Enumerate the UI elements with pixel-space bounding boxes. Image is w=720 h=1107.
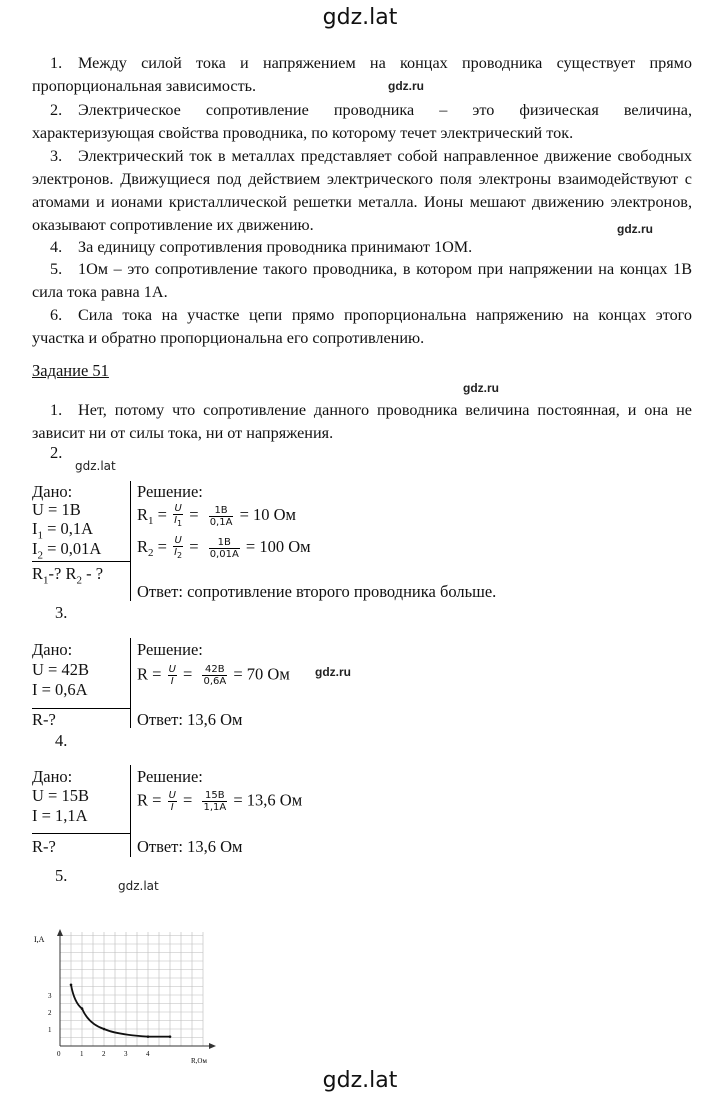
y-tick-labels	[48, 992, 52, 1034]
given-u: U = 15B	[32, 786, 89, 805]
x-tick-label: 4	[146, 1050, 150, 1058]
watermark-ru-2: gdz.ru	[617, 222, 653, 236]
given-label: Дано:	[32, 482, 73, 501]
task-51-title: Задание 51	[32, 361, 109, 380]
answer-2: 2. Электрическое сопротивление проводника – это физическая величина, характеризующая свойства проводника, по которому течет электрический ток.	[32, 101, 692, 142]
solution-label: Решение:	[137, 767, 203, 786]
divider-line	[130, 481, 131, 601]
task-51-num-4: 4.	[55, 731, 68, 750]
given-i2: $I_2 = 0,01A$	[32, 539, 102, 562]
y-tick-label: 3	[48, 992, 52, 1000]
task-51-answer-1: 1. Нет, потому что сопротивление данного проводника величина постоянная, и она не зависит ни от силы тока, ни от напряжения.	[32, 401, 692, 442]
task-51-num-5: 5.	[55, 866, 68, 885]
formula-r2: $R_2$ = $\frac{U}{I_2}$ = $\frac{1В}{0,01А}$ = 100 Ом	[137, 535, 311, 560]
answer-6: 6. Сила тока на участке цепи прямо пропорциональна напряжению на концах этого участка и обратно пропорциональна его сопротивлению.	[32, 306, 692, 347]
answer-5: 5. 1Ом – это сопротивление такого проводника, в котором при напряжении на концах 1В сила тока равна 1А.	[32, 260, 692, 301]
x-tick-label: 0	[57, 1050, 61, 1058]
answer-4: 4. За единицу сопротивления проводника принимают 1ОМ.	[50, 238, 473, 256]
given-underline	[32, 561, 130, 562]
graph-grid	[60, 932, 203, 1046]
given-u: U = 1B	[32, 500, 81, 519]
watermark-lat-2: gdz.lat	[118, 879, 159, 893]
divider-line	[130, 765, 131, 857]
formula-r: R = $\frac{U}{I}$ = $\frac{15В}{1,1А}$ = 13,6 Ом	[137, 790, 303, 813]
y-tick-label: 1	[48, 1026, 52, 1034]
solution-label: Решение:	[137, 640, 203, 659]
x-tick-labels	[57, 1050, 150, 1058]
data-point	[103, 1028, 106, 1031]
data-point	[169, 1035, 172, 1038]
given-i1: $I_1 = 0,1A$	[32, 519, 94, 542]
data-point	[147, 1035, 150, 1038]
answer-text: Ответ: сопротивление второго проводника больше.	[137, 582, 497, 601]
x-axis-arrow	[209, 1043, 216, 1049]
y-tick-label: 2	[48, 1009, 52, 1017]
x-tick-label: 1	[80, 1050, 84, 1058]
watermark-ru-3: gdz.ru	[463, 381, 499, 395]
task-51-num-3: 3.	[55, 603, 68, 622]
given-i: I = 1,1A	[32, 806, 88, 825]
answer-3: 3. Электрический ток в металлах представляет собой направленное движение свободных электронов. Движущиеся под действием электрического поля электроны взаимодействуют с атомами и ионами кристаллической решетки металла. Ионы мешают движению электронов, оказывают сопротивление их движению.	[32, 147, 692, 234]
watermark-ru-4: gdz.ru	[315, 665, 351, 679]
x-axis-label: R,Ом	[191, 1057, 207, 1065]
given-label: Дано:	[32, 640, 73, 659]
formula-r1: $R_1$ = $\frac{U}{I_1}$ = $\frac{1В}{0,1А}$ = 10 Ом	[137, 503, 296, 528]
given-underline	[32, 833, 130, 834]
divider-line	[130, 638, 131, 728]
x-tick-label: 2	[102, 1050, 106, 1058]
current-resistance-graph	[28, 926, 228, 1068]
data-point	[70, 984, 73, 987]
watermark-lat-1: gdz.lat	[75, 459, 116, 473]
answer-1: 1. Между силой тока и напряжением на концах проводника существует прямо пропорциональная зависимость.	[32, 54, 692, 95]
data-points	[70, 984, 172, 1038]
given-i: I = 0,6A	[32, 680, 88, 699]
given-u: U = 42B	[32, 660, 89, 679]
watermark-top: gdz.lat	[322, 5, 398, 30]
formula-r: R = $\frac{U}{I}$ = $\frac{42В}{0,6А}$ = 70 Ом	[137, 664, 290, 687]
find-value: R-?	[32, 837, 56, 856]
x-tick-label: 3	[124, 1050, 128, 1058]
watermark-ru-1: gdz.ru	[388, 79, 424, 93]
task-51-num-2: 2.	[50, 443, 63, 462]
find-values: $R_1-$? $R_2$ - ?	[32, 564, 104, 587]
watermark-bottom: gdz.lat	[322, 1068, 398, 1093]
solution-label: Решение:	[137, 482, 203, 501]
answer-text: Ответ: 13,6 Ом	[137, 837, 243, 856]
y-axis-arrow	[57, 929, 63, 936]
answer-text: Ответ: 13,6 Ом	[137, 710, 243, 729]
y-axis-label: I,A	[34, 935, 45, 944]
given-label: Дано:	[32, 767, 73, 786]
given-underline	[32, 708, 130, 709]
find-value: R-?	[32, 710, 56, 729]
data-point	[81, 1007, 84, 1010]
